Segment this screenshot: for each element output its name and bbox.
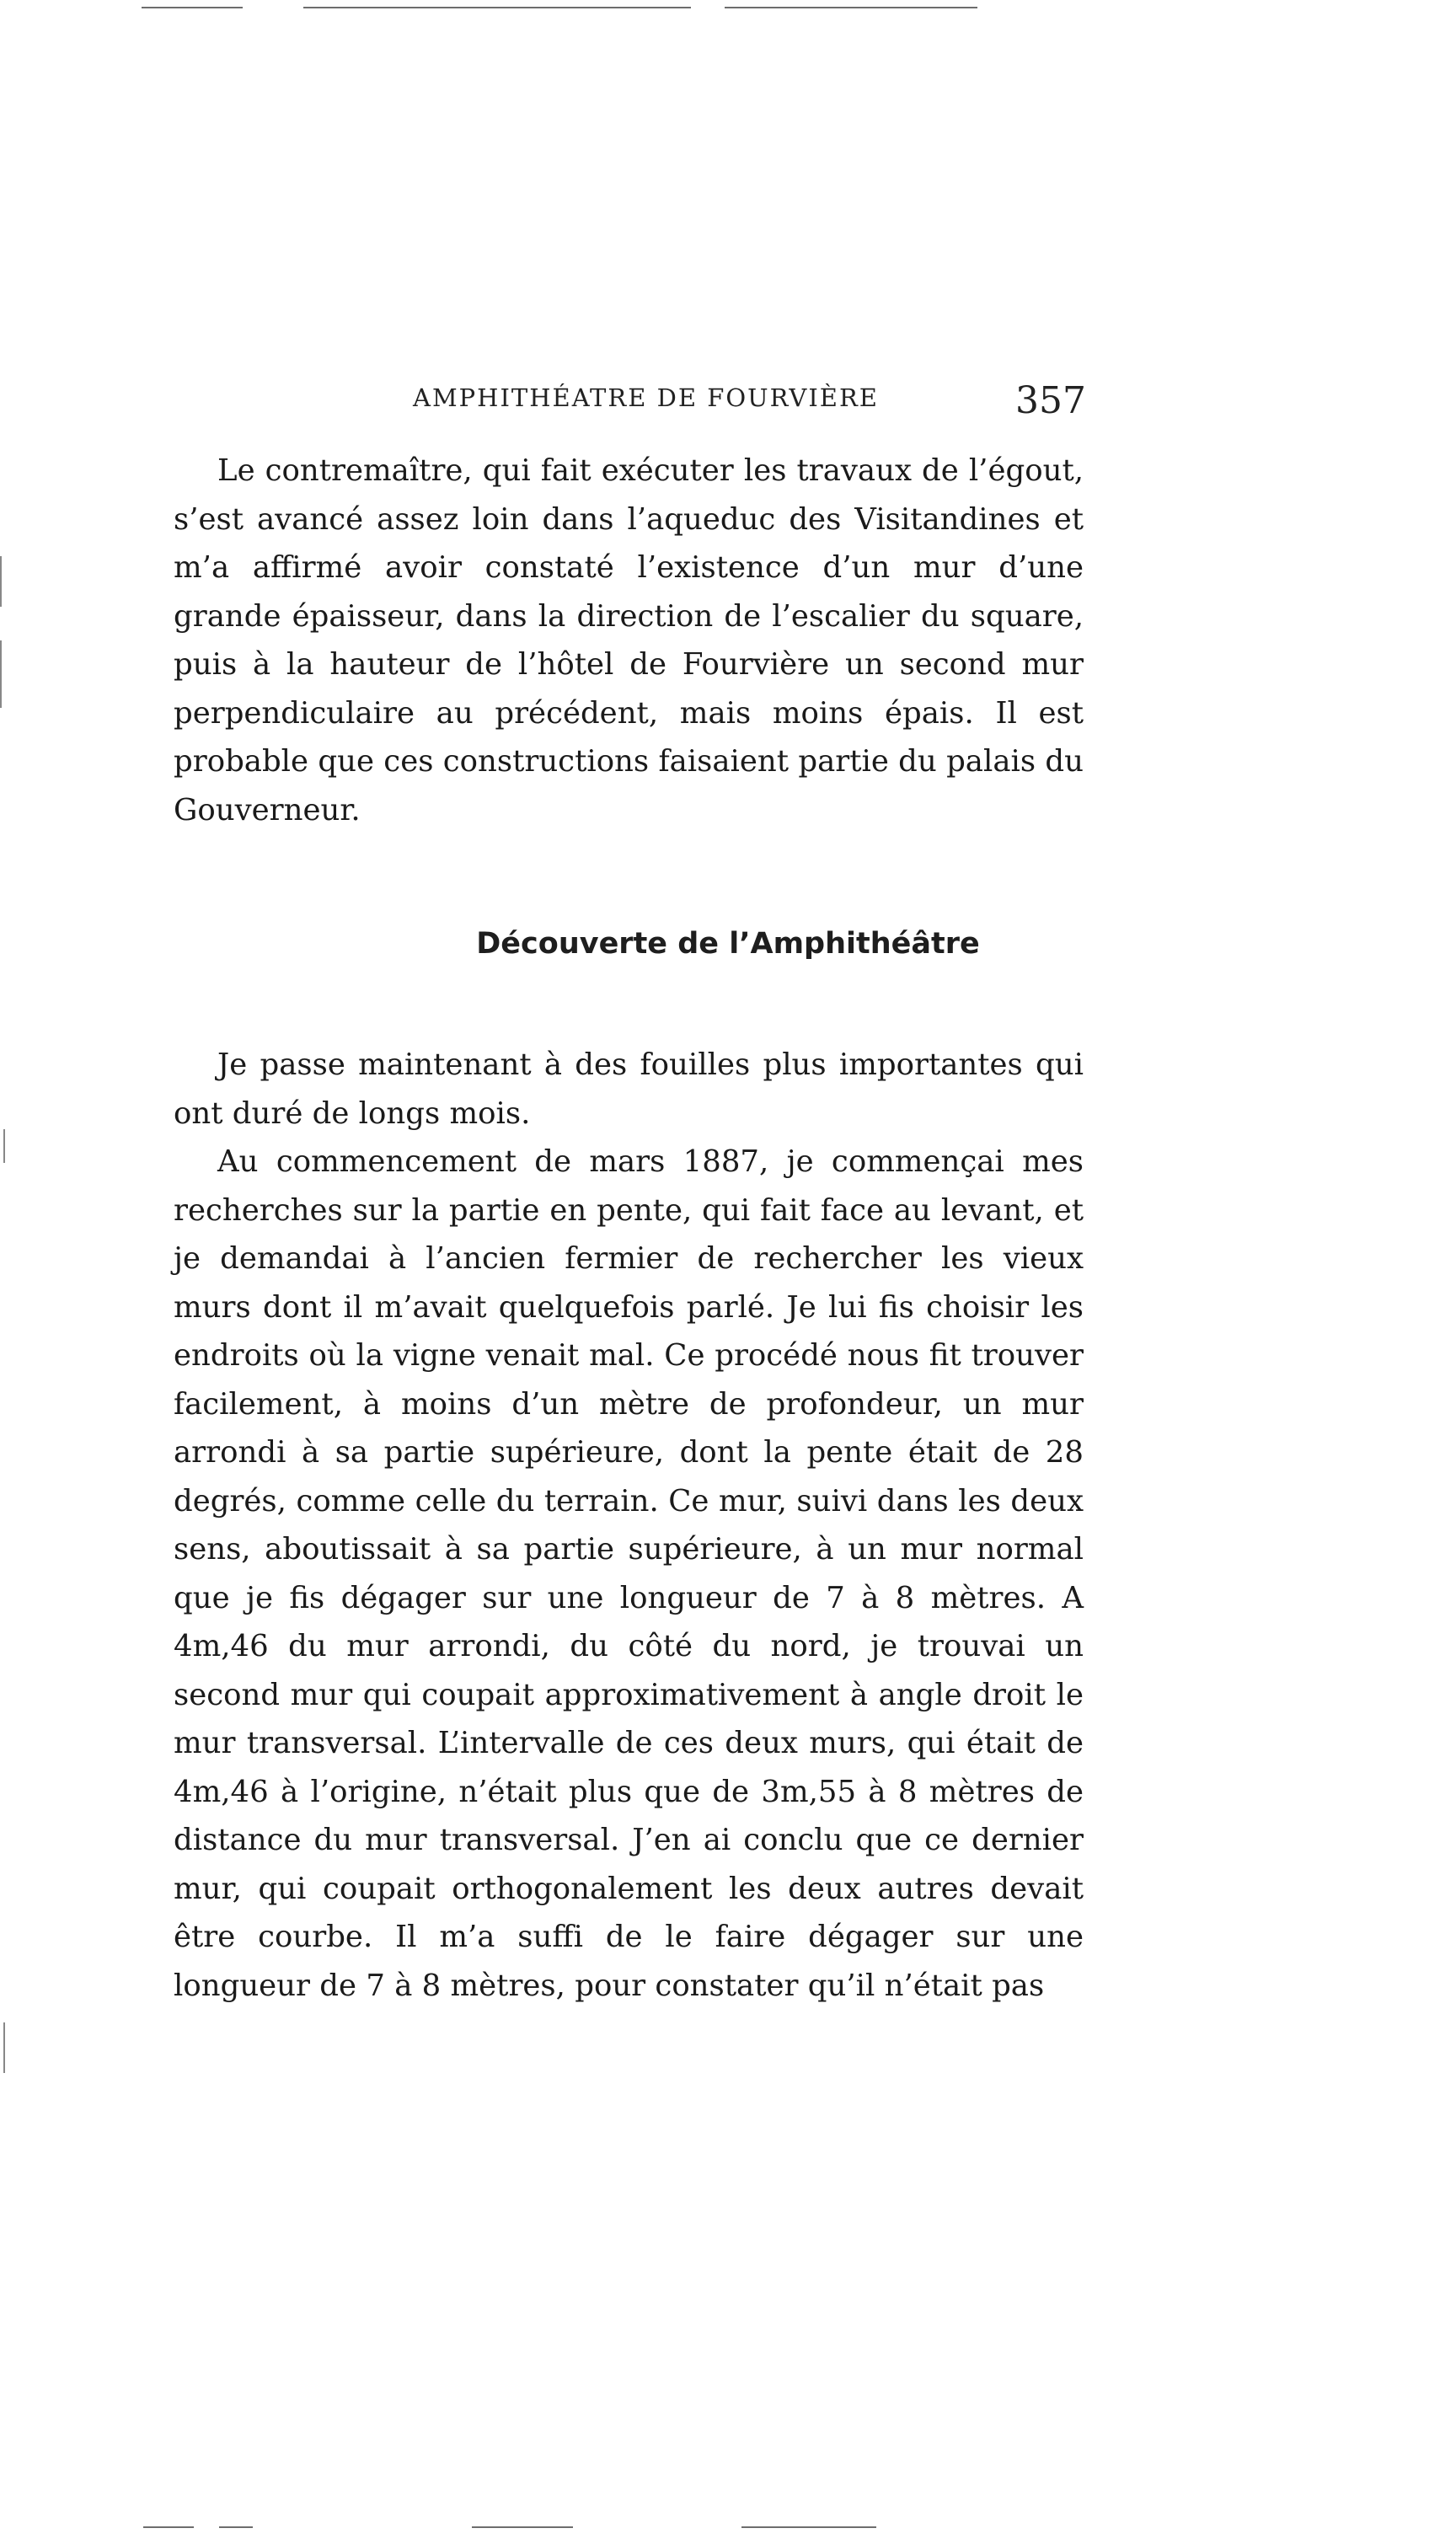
scan-edge-mark [472,2526,573,2528]
scan-edge-mark [741,2526,876,2528]
scan-edge-mark [143,2526,194,2528]
intro-text-block [174,447,1084,834]
scan-edge-mark [0,556,2,607]
scan-edge-mark [303,7,691,8]
paragraph: Je passe maintenant à des fouilles plus importantes qui ont duré de longs mois. [174,1047,1084,1131]
section-heading: Découverte de l’Amphithéâtre [476,927,980,961]
scan-edge-mark [0,640,2,708]
scan-edge-mark [219,2526,253,2528]
page-number: 357 [1015,379,1086,422]
scan-edge-mark [3,2022,5,2073]
scan-edge-mark [142,7,243,8]
discovery-text-block [174,1041,1084,2010]
paragraph: Le contremaître, qui fait exécuter les travaux de l’égout, s’est avancé assez loin dans l’aqueduc des Visitandines et m’a affirmé avoir constaté l’existence d’un mur d’une grande épaisseur, dans la direction de l’escalier du square, puis à la hauteur de l’hôtel de Fourvière un second mur perpendiculaire au précédent, mais moins épais. Il est probable que ces constructions faisaient partie du palais du Gouverneur. [174,453,1084,828]
running-head: AMPHITHÉATRE DE FOURVIÈRE [413,383,879,412]
scan-edge-mark [3,1129,5,1163]
paragraph: Au commencement de mars 1887, je commençai mes recherches sur la partie en pente, qui fait face au levant, et je demandai à l’ancien fermier de rechercher les vieux murs dont il m’avait quelquefois parlé. Je lui fis choisir les endroits où la vigne venait mal. Ce procédé nous fit trouver facilement, à moins d’un mètre de profondeur, un mur arrondi à sa partie supérieure, dont la pente était de 28 degrés, comme celle du terrain. Ce mur, suivi dans les deux sens, aboutissait à sa partie supérieure, à un mur normal que je fis dégager sur une longueur de 7 à 8 mètres. A 4m,46 du mur arrondi, du côté du nord, je trouvai un second mur qui coupait approximativement à angle droit le mur transversal. L’intervalle de ces deux murs, qui était de 4m,46 à l’origine, n’était plus que de 3m,55 à 8 mètres de distance du mur transversal. J’en ai conclu que ce dernier mur, qui coupait orthogonalement les deux autres devait être courbe. Il m’a suffi de le faire dégager sur une longueur de 7 à 8 mètres, pour constater qu’il n’était pas [174,1144,1084,2003]
scan-edge-mark [725,7,977,8]
